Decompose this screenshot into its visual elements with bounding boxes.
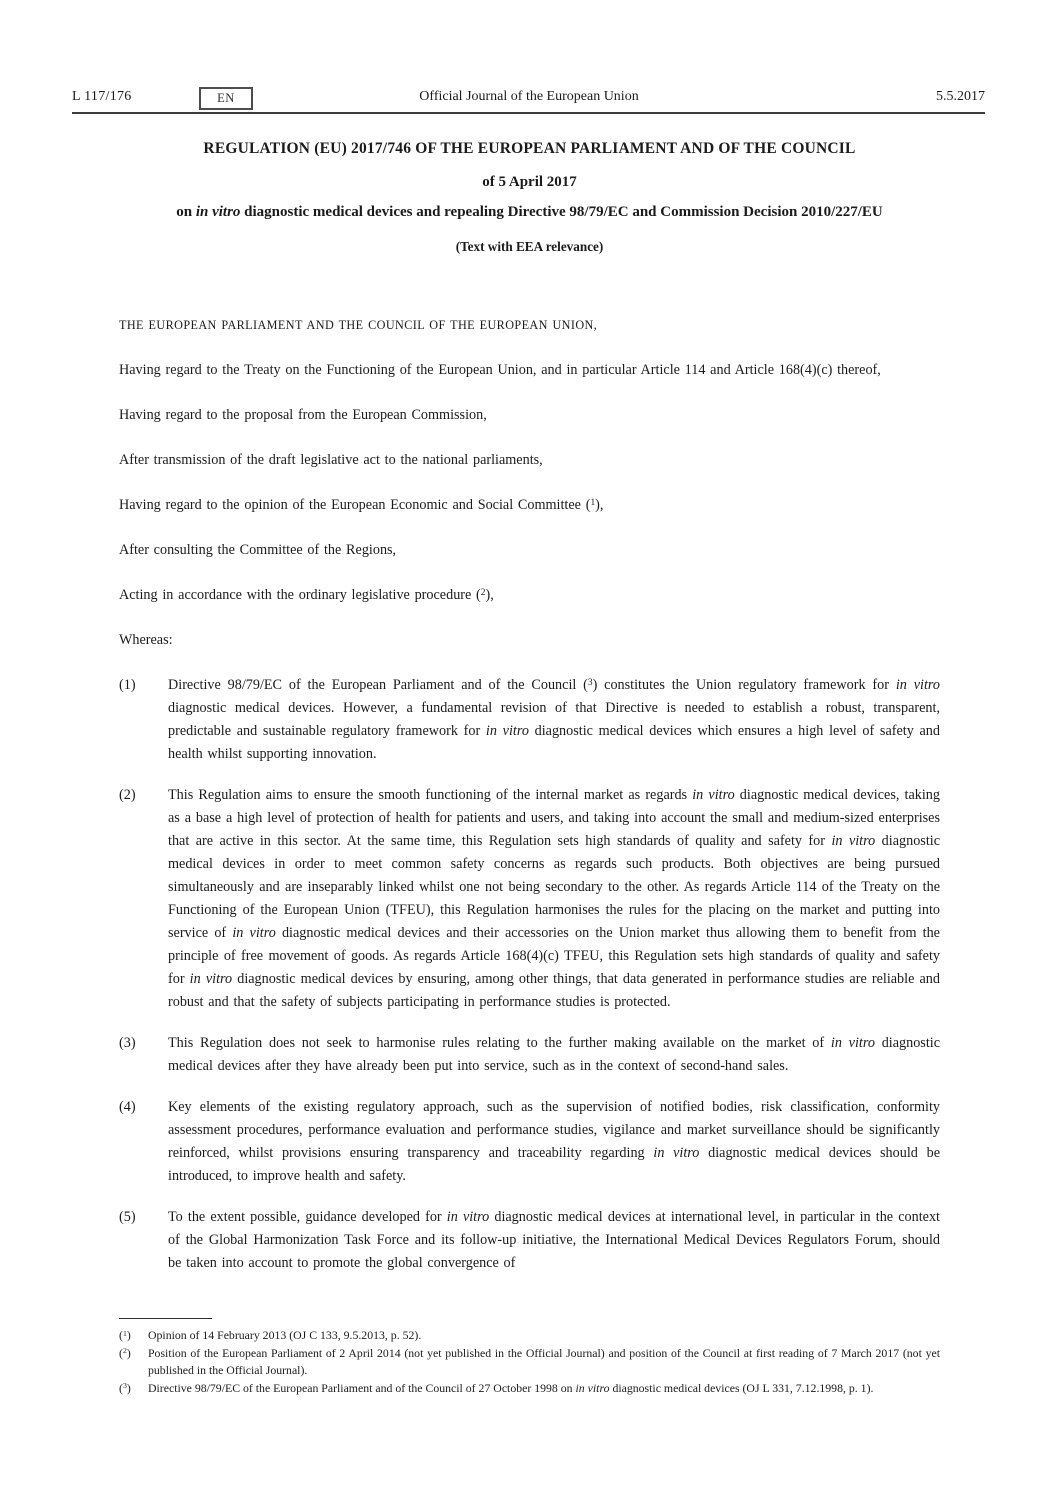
preamble-citation-procedure: Acting in accordance with the ordinary legislative procedure ($^2$), [119,587,494,603]
regulation-date: of 5 April 2017 [482,174,577,190]
recital-text: Key elements of the existing regulatory approach, such as the supervision of notified bodies, risk classification, conformity assessment procedures, performance evaluation and performance studies, vigilance and market surveillance should be significantly reinforced, whilst provisions ensuring transparency and traceability regarding in vitro diagnostic medical devices should be introduced, to improve health and safety. [168,1099,940,1184]
recital-text: This Regulation aims to ensure the smooth functioning of the internal market as regards in vitro diagnostic medical devices, taking as a base a high level of protection of health for patients and users, and taking into account the small and medium-sized enterprises that are active in this sector. At the same time, this Regulation sets high standards of quality and safety for in vitro diagnostic medical devices in order to meet common safety concerns as regards such products. Both objectives are being pursued simultaneously and are inseparably linked whilst one not being secondary to the other. As regards Article 114 of the Treaty on the Functioning of the European Union (TFEU), this Regulation harmonises the rules for the placing on the market and putting into service of in vitro diagnostic medical devices and their accessories on the Union market thus allowing them to benefit from the principle of free movement of goods. As regards Article 168(4)(c) TFEU, this Regulation sets high standards of quality and safety for in vitro diagnostic medical devices by ensuring, among other things, that data generated in performance studies are reliable and robust and that the safety of subjects participating in performance studies is protected. [168,787,940,1010]
recital-4 [119,1096,940,1188]
preamble-whereas: Whereas: [119,632,173,648]
preamble-enacting-parties: THE EUROPEAN PARLIAMENT AND THE COUNCIL OF THE EUROPEAN UNION, [119,318,598,332]
footnote-1 [119,1327,940,1345]
regulation-title: REGULATION (EU) 2017/746 OF THE EUROPEAN PARLIAMENT AND OF THE COUNCIL [203,140,856,157]
recital-number: (1) [119,677,136,693]
footnotes-block [119,1318,940,1397]
recital-number: (5) [119,1209,136,1225]
footnote-text: Directive 98/79/EC of the European Parliament and of the Council of 27 October 1998 on in vitro diagnostic medical devices (OJ L 331, 7.12.1998, p. 1). [148,1380,874,1395]
title-block [119,139,940,256]
preamble-citation-eesc-opinion: Having regard to the opinion of the European Economic and Social Committee ($^1$), [119,497,604,513]
recital-5 [119,1206,940,1275]
language-badge: EN [199,87,253,110]
issue-date: 5.5.2017 [936,89,985,104]
preamble-citation-treaty: Having regard to the Treaty on the Functioning of the European Union, and in particular Article 114 and Article 168(4)(c) thereof, [119,362,881,378]
header-rule [72,112,985,114]
recital-number: (2) [119,787,136,803]
preamble-citation-parliaments: After transmission of the draft legislative act to the national parliaments, [119,452,543,468]
footnote-marker: ($^1$) [119,1328,131,1342]
eea-relevance-note: (Text with EEA relevance) [455,239,604,254]
preamble-citation-proposal: Having regard to the proposal from the European Commission, [119,407,487,423]
recital-3 [119,1032,940,1078]
page-number: L 117/176 [72,89,132,104]
recital-number: (3) [119,1035,136,1051]
footnote-marker: ($^2$) [119,1345,131,1360]
recital-text: To the extent possible, guidance developed for in vitro diagnostic medical devices at international level, in particular in the context of the Global Harmonization Task Force and its follow-up initiative, the International Medical Devices Regulators Forum, should be taken into account to promote the global convergence of [168,1209,940,1271]
journal-title: Official Journal of the European Union [419,89,639,104]
recital-text: This Regulation does not seek to harmonise rules relating to the further making available on the market of in vitro diagnostic medical devices after they have already been put into service, such as in the context of second-hand sales. [168,1035,941,1074]
running-header [0,88,1058,112]
recital-number: (4) [119,1099,136,1115]
footnote-separator-rule [119,1318,212,1319]
footnote-2 [119,1345,940,1380]
document-body [119,314,940,1293]
recital-2 [119,784,940,1014]
regulation-subject: on in vitro diagnostic medical devices and repealing Directive 98/79/EC and Commission Decision 2010/227/EU [176,204,883,220]
footnote-marker: ($^3$) [119,1380,131,1395]
preamble-citation-committee-regions: After consulting the Committee of the Regions, [119,542,397,558]
footnote-text: Position of the European Parliament of 2 April 2014 (not yet published in the Official Journal) and position of the Council at first reading of 7 March 2017 (not yet published in the Official Journal). [148,1345,940,1377]
recital-text: Directive 98/79/EC of the European Parliament and of the Council ($^3$) constitutes the Union regulatory framework for in vitro diagnostic medical devices. However, a fundamental revision of that Directive is needed to establish a robust, transparent, predictable and sustainable regulatory framework for in vitro diagnostic medical devices which ensures a high level of safety and health whilst supporting innovation. [168,677,940,762]
footnote-text: Opinion of 14 February 2013 (OJ C 133, 9.5.2013, p. 52). [148,1328,422,1342]
recital-1 [119,674,940,766]
footnote-3 [119,1380,940,1398]
